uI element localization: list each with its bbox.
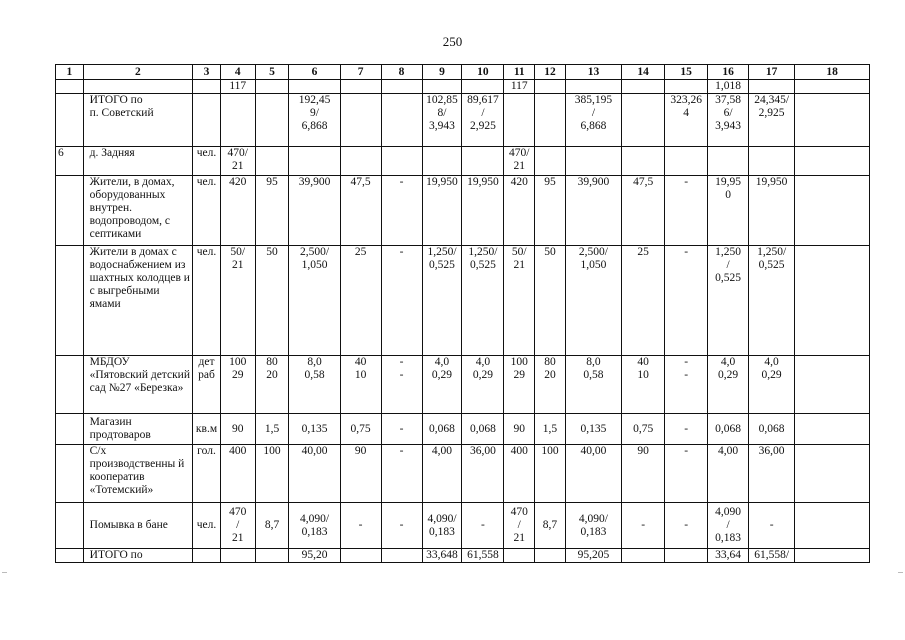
table-cell: 117 (504, 80, 535, 94)
table-cell (462, 147, 504, 176)
table-cell (565, 147, 621, 176)
table-cell (795, 94, 870, 147)
column-header: 10 (462, 65, 504, 80)
table-cell (56, 549, 84, 563)
table-cell: 25 (340, 246, 381, 356)
table-cell: 1,018 (708, 80, 749, 94)
table-row-residents-sewer (56, 176, 870, 246)
column-header: 1 (56, 65, 84, 80)
table-cell: 33,64 (708, 549, 749, 563)
table-cell: 0,75 (622, 414, 665, 445)
table-cell: 0,068 (749, 414, 795, 445)
table-cell: - (665, 176, 708, 246)
table-cell (381, 147, 422, 176)
table-cell: - (381, 414, 422, 445)
table-cell (565, 80, 621, 94)
table-cell: - (665, 445, 708, 503)
table-cell: 8,7 (255, 503, 289, 549)
table-cell (749, 147, 795, 176)
table-row-coop (56, 445, 870, 503)
table-cell (56, 356, 84, 414)
table-cell (708, 147, 749, 176)
table-cell: 0,75 (340, 414, 381, 445)
table-cell (749, 80, 795, 94)
row-label-cell (83, 80, 193, 94)
table-cell (622, 80, 665, 94)
column-header: 8 (381, 65, 422, 80)
table-cell: 80 20 (255, 356, 289, 414)
table-cell: - (665, 246, 708, 356)
table-cell (56, 445, 84, 503)
row-label-cell: Помывка в бане (83, 503, 193, 549)
table-cell: 19,950 (749, 176, 795, 246)
table-cell: кв.м (193, 414, 221, 445)
column-header: 2 (83, 65, 193, 80)
table-cell (504, 94, 535, 147)
table-cell (340, 549, 381, 563)
table-cell (535, 549, 566, 563)
table-cell (535, 147, 566, 176)
table-cell (795, 176, 870, 246)
table-cell: 400 (504, 445, 535, 503)
table-cell (56, 246, 84, 356)
row-label-cell: д. Задняя (83, 147, 193, 176)
table-cell (381, 94, 422, 147)
column-header: 11 (504, 65, 535, 80)
table-cell: - (381, 246, 422, 356)
table-cell: 100 (255, 445, 289, 503)
table-cell (462, 80, 504, 94)
table-cell: 95,20 (289, 549, 340, 563)
table-cell: чел. (193, 246, 221, 356)
table-cell (340, 94, 381, 147)
table-cell (665, 80, 708, 94)
table-cell: 4,090 / 0,183 (708, 503, 749, 549)
table-cell: 1,250/ 0,525 (422, 246, 462, 356)
table-cell: 61,558/ (749, 549, 795, 563)
table-cell (289, 147, 340, 176)
table-row-carry (56, 80, 870, 94)
table-cell: 100 29 (220, 356, 255, 414)
table-row-residents-wells (56, 246, 870, 356)
table-cell: 470 / 21 (504, 503, 535, 549)
row-label-cell: МБДОУ «Пятовский детский сад №27 «Березка» (83, 356, 193, 414)
table-cell: 2,500/ 1,050 (565, 246, 621, 356)
table-cell: 19,950 (462, 176, 504, 246)
table-cell: 117 (220, 80, 255, 94)
table-cell (193, 94, 221, 147)
table-cell: 8,0 0,58 (565, 356, 621, 414)
row-label-cell: С/х производственны й кооператив «Тотемский» (83, 445, 193, 503)
row-label-cell: ИТОГО по п. Советский (83, 94, 193, 147)
table-cell: 95,205 (565, 549, 621, 563)
column-header: 5 (255, 65, 289, 80)
table-cell: 4,0 0,29 (749, 356, 795, 414)
table-cell: чел. (193, 176, 221, 246)
table-row-kindergarten (56, 356, 870, 414)
table-cell (422, 80, 462, 94)
table-cell (795, 80, 870, 94)
table-cell: 37,58 6/ 3,943 (708, 94, 749, 147)
table-cell (381, 80, 422, 94)
table-cell: 50 (255, 246, 289, 356)
table-cell: - - (381, 356, 422, 414)
table-cell: - (665, 503, 708, 549)
table-cell: 19,950 (422, 176, 462, 246)
table-row-shop (56, 414, 870, 445)
table-cell (220, 94, 255, 147)
table-cell (56, 176, 84, 246)
column-header: 18 (795, 65, 870, 80)
table-cell: 6 (56, 147, 84, 176)
table-cell: 90 (622, 445, 665, 503)
table-cell (795, 246, 870, 356)
table-cell: 1,5 (255, 414, 289, 445)
table-cell: - (462, 503, 504, 549)
row-label-cell: Жители, в домах, оборудованных внутрен. водопроводом, с септиками (83, 176, 193, 246)
table-cell: 47,5 (340, 176, 381, 246)
margin-mark-right (898, 572, 903, 573)
table-cell: 40 10 (340, 356, 381, 414)
data-table (55, 64, 870, 563)
table-cell (381, 549, 422, 563)
table-cell (622, 147, 665, 176)
table-cell (289, 80, 340, 94)
table-cell: 4,0 0,29 (462, 356, 504, 414)
table-cell: 470 / 21 (220, 503, 255, 549)
table-cell (220, 549, 255, 563)
table-cell: - (340, 503, 381, 549)
table-cell: 61,558 (462, 549, 504, 563)
column-header: 4 (220, 65, 255, 80)
table-cell: 1,250/ 0,525 (749, 246, 795, 356)
row-label-cell: ИТОГО по (83, 549, 193, 563)
table-cell (422, 147, 462, 176)
table-cell: 50 (535, 246, 566, 356)
table-cell (535, 80, 566, 94)
table-cell: 95 (535, 176, 566, 246)
table-cell: 50/ 21 (220, 246, 255, 356)
table-cell: 470/ 21 (220, 147, 255, 176)
table-cell: - (381, 176, 422, 246)
table-cell: 102,85 8/ 3,943 (422, 94, 462, 147)
table-cell (56, 94, 84, 147)
table-cell: 4,090/ 0,183 (565, 503, 621, 549)
table-cell: 39,900 (565, 176, 621, 246)
table-cell: - (622, 503, 665, 549)
table-cell: дет раб (193, 356, 221, 414)
column-header: 7 (340, 65, 381, 80)
table-cell (665, 147, 708, 176)
table-cell: 4,0 0,29 (708, 356, 749, 414)
table-cell: 90 (504, 414, 535, 445)
table-cell: 95 (255, 176, 289, 246)
table-cell: 36,00 (462, 445, 504, 503)
table-cell: - (381, 503, 422, 549)
table-cell (665, 549, 708, 563)
table-row-zadnyaya (56, 147, 870, 176)
column-header: 15 (665, 65, 708, 80)
table-cell: 470/ 21 (504, 147, 535, 176)
table-cell (56, 80, 84, 94)
table-cell: 385,195 / 6,868 (565, 94, 621, 147)
table-cell (56, 503, 84, 549)
column-header: 13 (565, 65, 621, 80)
table-cell: 47,5 (622, 176, 665, 246)
table-cell (795, 549, 870, 563)
table-cell (795, 356, 870, 414)
table-cell: 4,0 0,29 (422, 356, 462, 414)
table-cell (535, 94, 566, 147)
page-number: 250 (442, 34, 463, 49)
table-cell: 8,7 (535, 503, 566, 549)
table-cell: 1,250 / 0,525 (708, 246, 749, 356)
table-cell: 100 29 (504, 356, 535, 414)
table-cell: 24,345/ 2,925 (749, 94, 795, 147)
table-cell (340, 147, 381, 176)
table-cell (255, 147, 289, 176)
table-cell (795, 414, 870, 445)
table-cell: 25 (622, 246, 665, 356)
column-header: 14 (622, 65, 665, 80)
table-cell: 90 (220, 414, 255, 445)
table-cell: 100 (535, 445, 566, 503)
table-cell: 50/ 21 (504, 246, 535, 356)
table-cell: 80 20 (535, 356, 566, 414)
table-cell: гол. (193, 445, 221, 503)
table-cell: 323,26 4 (665, 94, 708, 147)
table-cell (255, 80, 289, 94)
table-cell: 0,068 (708, 414, 749, 445)
table-cell: 192,45 9/ 6,868 (289, 94, 340, 147)
table-cell (622, 549, 665, 563)
column-header: 17 (749, 65, 795, 80)
table-row-itogo-sovetsky (56, 94, 870, 147)
column-header: 6 (289, 65, 340, 80)
table-cell: 0,068 (422, 414, 462, 445)
table-cell (56, 414, 84, 445)
table-cell (795, 445, 870, 503)
table-cell: 90 (340, 445, 381, 503)
table-cell: - (381, 445, 422, 503)
table-cell: 1,5 (535, 414, 566, 445)
column-header: 16 (708, 65, 749, 80)
column-header: 12 (535, 65, 566, 80)
table-cell (193, 549, 221, 563)
table-cell (255, 549, 289, 563)
table-cell: 36,00 (749, 445, 795, 503)
table-cell: 40,00 (565, 445, 621, 503)
table-cell: 39,900 (289, 176, 340, 246)
table-cell: 400 (220, 445, 255, 503)
table-cell (795, 147, 870, 176)
table-cell (795, 503, 870, 549)
table-cell: 4,090/ 0,183 (422, 503, 462, 549)
table-row-itogo-bottom (56, 549, 870, 563)
table-cell: 33,648 (422, 549, 462, 563)
table-cell: 420 (220, 176, 255, 246)
column-header: 9 (422, 65, 462, 80)
table-cell (622, 94, 665, 147)
table-cell (193, 80, 221, 94)
row-label-cell: Магазин продтоваров (83, 414, 193, 445)
table-cell: 40,00 (289, 445, 340, 503)
table-cell: 19,95 0 (708, 176, 749, 246)
table-cell: 8,0 0,58 (289, 356, 340, 414)
table-cell: 1,250/ 0,525 (462, 246, 504, 356)
table-cell: 4,00 (422, 445, 462, 503)
margin-mark-left (2, 572, 7, 573)
table-cell (340, 80, 381, 94)
table-cell: 40 10 (622, 356, 665, 414)
table-cell: - (749, 503, 795, 549)
table-row-bath (56, 503, 870, 549)
table-cell: - (665, 414, 708, 445)
table-cell (504, 549, 535, 563)
table-cell: 4,090/ 0,183 (289, 503, 340, 549)
column-header: 3 (193, 65, 221, 80)
table-cell: 0,068 (462, 414, 504, 445)
table-cell (255, 94, 289, 147)
table-cell: 4,00 (708, 445, 749, 503)
table-cell: чел. (193, 503, 221, 549)
table-cell: 420 (504, 176, 535, 246)
column-header-row (56, 65, 870, 80)
table-cell: 2,500/ 1,050 (289, 246, 340, 356)
row-label-cell: Жители в домах с водоснабжением из шахтных колодцев и с выгребными ямами (83, 246, 193, 356)
table-cell: 89,617 / 2,925 (462, 94, 504, 147)
table-cell: 0,135 (565, 414, 621, 445)
table-cell: - - (665, 356, 708, 414)
table-cell: 0,135 (289, 414, 340, 445)
table-cell: чел. (193, 147, 221, 176)
